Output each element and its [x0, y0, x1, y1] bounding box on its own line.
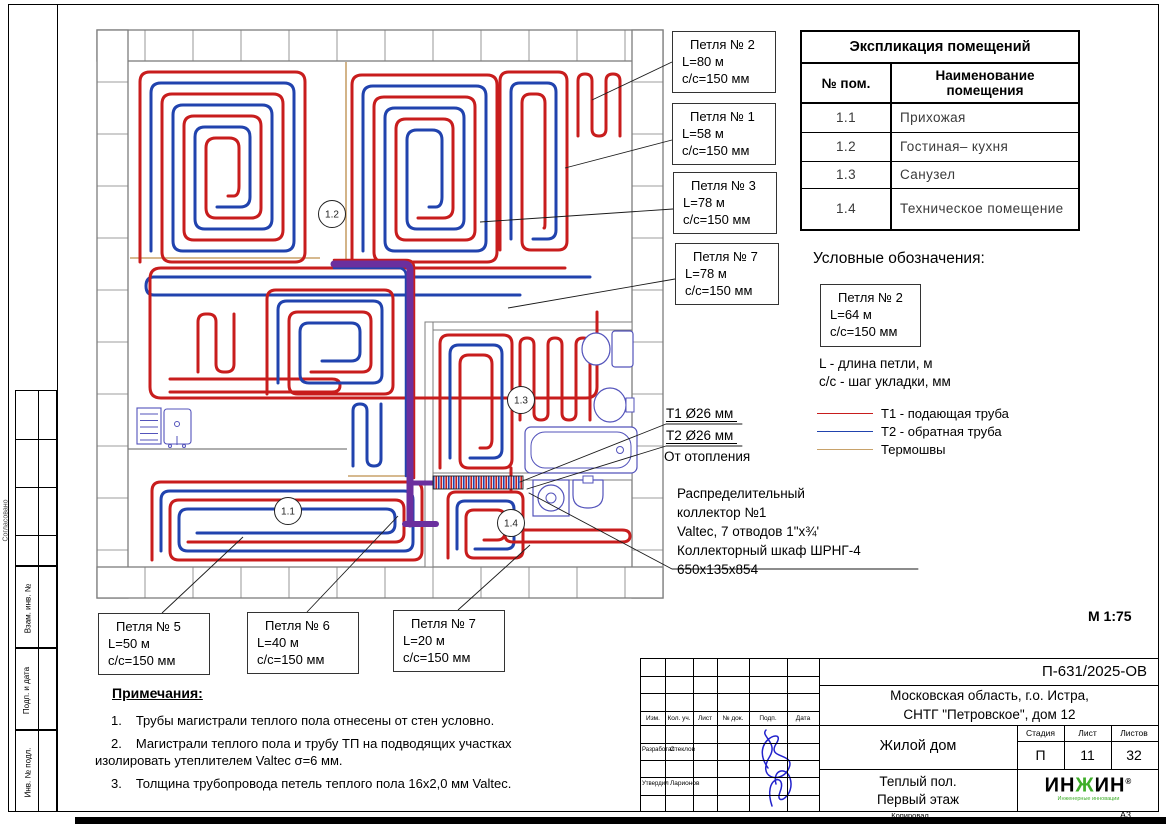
copied-label: Копировал — [891, 811, 929, 820]
drawing-name: Теплый пол. Первый этаж — [876, 774, 960, 807]
t2-label: Т2 Ø26 мм — [666, 428, 737, 444]
logo-registered: ® — [1125, 777, 1133, 786]
note-item: 2. Магистрали теплого пола и трубу ТП на подводящих участках — [111, 736, 512, 751]
legend-item-supply: Т1 - подающая труба — [817, 404, 1037, 422]
callout-title: Петля № 2 — [690, 37, 755, 52]
room-number-label: 1.2 — [325, 209, 339, 221]
developer-role: Разработал — [642, 747, 675, 753]
legend-title: Условные обозначения: — [813, 250, 985, 267]
frame-left-line — [57, 4, 58, 812]
col-data: Дата — [795, 715, 811, 722]
approver-role: Утвердил — [642, 781, 669, 787]
table-row: 1.2 Гостиная– кухня — [802, 133, 1078, 162]
t1-label: Т1 Ø26 мм — [666, 406, 737, 422]
note-item: 1. Трубы магистрали теплого пола отнесены от стен условно. — [111, 713, 495, 728]
callout-loop-1: Петля № 1 L=58 м с/с=150 мм — [672, 103, 776, 165]
callout-loop-7a: Петля № 7 L=78 м с/с=150 мм — [675, 243, 779, 305]
stage-header: Стадия — [1026, 728, 1055, 738]
object-name: Жилой дом — [879, 738, 957, 754]
table-row: 1.3 Санузел — [802, 162, 1078, 189]
legend-def-cc: с/с - шаг укладки, мм — [819, 374, 951, 389]
callout-loop-3: Петля № 3 L=78 м с/с=150 мм — [673, 172, 777, 234]
callout-loop-6: Петля № 6 L=40 м с/с=150 мм — [247, 612, 359, 674]
document-code: П-631/2025-ОВ — [1041, 663, 1147, 680]
col-izm: Изм. — [646, 715, 660, 722]
callout-loop-7b: Петля № 7 L=20 м с/с=150 мм — [393, 610, 505, 672]
room-table — [800, 30, 1080, 231]
thermal-line-swatch — [817, 449, 873, 450]
collector-note: Распределительный коллектор №1 Valtec, 7 отводов 1"х¾' Коллекторный шкаф ШРНГ-4 650х135х854 — [677, 486, 861, 577]
room-table-title: Экспликация помещений — [802, 32, 1078, 64]
logo-text: ИН — [1044, 774, 1076, 797]
return-line-swatch — [817, 431, 873, 432]
room-number-label: 1.4 — [504, 518, 518, 530]
heating-source-label: От отопления — [664, 449, 751, 464]
frame-box-top — [15, 390, 57, 566]
developer-name: Стеклов — [670, 746, 696, 753]
sheet-bottom-band — [75, 817, 1166, 824]
frame-box-vzam: Взам. инв. № — [15, 566, 57, 648]
legend-item-thermal: Термошвы — [817, 440, 1037, 458]
legend-items — [817, 404, 1037, 458]
sheet-number: 11 — [1080, 747, 1095, 763]
scale-label: М 1:75 — [1088, 608, 1132, 624]
sheets-total: 32 — [1126, 747, 1142, 763]
table-row: 1.1 Прихожая — [802, 104, 1078, 133]
frame-box-inv: Инв. № подл. — [15, 730, 57, 812]
note-item-continuation: изолировать утеплителем Valtec σ=6 мм. — [95, 753, 343, 768]
note-item: 3. Толщина трубопровода петель теплого пола 16х2,0 мм Valtec. — [111, 776, 512, 791]
col-header-name: Наименование помещения — [935, 68, 1035, 98]
format-label: А3 — [1120, 810, 1132, 820]
callout-loop-2 — [672, 31, 776, 93]
project-address: Московская область, г.о. Истра, СНТГ "Петровское", дом 12 — [890, 688, 1089, 722]
table-row: 1.4 Техническое помещение — [802, 189, 1078, 229]
callout-length: L=80 м — [682, 54, 724, 69]
col-kol: Кол. уч. — [667, 715, 691, 722]
col-header-number: № пом. — [802, 64, 892, 102]
legend-def-l: L - длина петли, м — [819, 356, 933, 371]
col-podp: Подп. — [759, 715, 777, 722]
room-number-label: 1.1 — [281, 506, 295, 518]
approver-name: Ларионов — [670, 780, 700, 787]
company-logo: ИНЖИН® Инженерные инновации — [1017, 769, 1160, 813]
callout-loop-5: Петля № 5 L=50 м с/с=150 мм — [98, 613, 210, 675]
col-ndoc: № док. — [722, 715, 744, 722]
legend-sample-box: Петля № 2 L=64 м с/с=150 мм — [820, 284, 921, 347]
sheet-header: Лист — [1078, 728, 1097, 738]
sheets-header: Листов — [1120, 728, 1148, 738]
col-list: Лист — [697, 715, 713, 722]
logo-zh: Ж — [1075, 774, 1095, 797]
logo-subtitle: Инженерные инновации — [1057, 795, 1120, 802]
frame-box-podp: Подп. и дата — [15, 648, 57, 730]
approved-label: Согласовано — [3, 498, 10, 542]
stage-value: П — [1035, 747, 1046, 763]
supply-line-swatch — [817, 413, 873, 414]
title-block — [640, 658, 1159, 812]
callout-step: с/с=150 мм — [682, 71, 750, 86]
legend-item-return: Т2 - обратная труба — [817, 422, 1037, 440]
notes-title: Примечания: — [112, 685, 203, 701]
room-number-label: 1.3 — [514, 395, 528, 407]
notes-block — [95, 712, 573, 798]
